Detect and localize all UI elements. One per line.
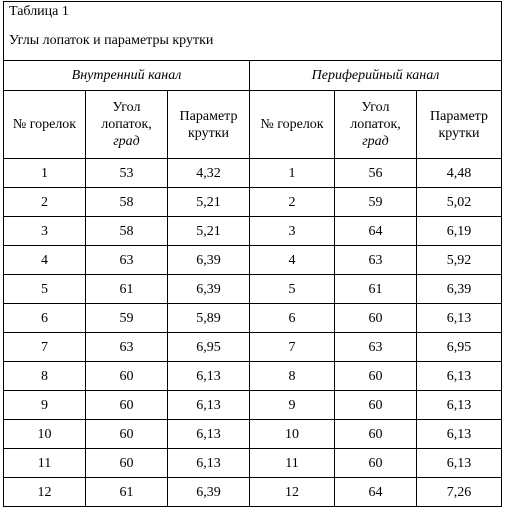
cell-burner-inner: 1 [4,159,86,188]
cell-angle-outer: 60 [335,362,417,391]
cell-twist-inner: 6,13 [168,449,250,478]
column-header-row [4,91,502,159]
cell-angle-outer: 60 [335,449,417,478]
header-twist-outer [417,91,502,159]
cell-burner-outer: 12 [250,478,335,507]
cell-burner-outer: 10 [250,420,335,449]
table-number: Таблица 1 [9,4,69,19]
cell-burner-inner: 12 [4,478,86,507]
table-row [4,333,502,362]
cell-burner-outer: 4 [250,246,335,275]
cell-burner-inner: 8 [4,362,86,391]
cell-burner-outer: 5 [250,275,335,304]
cell-twist-inner: 6,39 [168,275,250,304]
cell-angle-inner: 60 [86,449,168,478]
group-header-row [4,61,502,91]
header-twist-inner [168,91,250,159]
cell-twist-inner: 4,32 [168,159,250,188]
cell-twist-outer: 6,13 [417,304,502,333]
cell-burner-outer: 8 [250,362,335,391]
cell-angle-inner: 58 [86,188,168,217]
cell-angle-inner: 60 [86,391,168,420]
cell-twist-inner: 5,21 [168,217,250,246]
table-row [4,304,502,333]
table-body [4,2,502,507]
header-angle-outer [335,91,417,159]
header-twist-line2: крутки [438,125,480,141]
cell-angle-inner: 58 [86,217,168,246]
cell-burner-inner: 6 [4,304,86,333]
cell-twist-outer: 5,92 [417,246,502,275]
cell-twist-inner: 6,39 [168,478,250,507]
header-angle-inner [86,91,168,159]
table-title: Углы лопаток и параметры крутки [9,33,214,48]
table-row [4,188,502,217]
cell-angle-inner: 59 [86,304,168,333]
table-row [4,478,502,507]
cell-twist-outer: 6,19 [417,217,502,246]
cell-twist-outer: 6,13 [417,420,502,449]
cell-twist-inner: 6,13 [168,362,250,391]
cell-twist-outer: 6,39 [417,275,502,304]
table-row [4,449,502,478]
cell-twist-outer: 5,02 [417,188,502,217]
cell-burner-inner: 9 [4,391,86,420]
cell-burner-outer: 6 [250,304,335,333]
header-twist-line1: Параметр [430,108,488,124]
cell-twist-outer: 6,13 [417,362,502,391]
cell-angle-outer: 61 [335,275,417,304]
cell-angle-inner: 63 [86,246,168,275]
table-row [4,391,502,420]
cell-angle-inner: 60 [86,420,168,449]
cell-angle-outer: 63 [335,246,417,275]
blade-angle-table [3,1,502,507]
cell-burner-outer: 9 [250,391,335,420]
header-angle-line3: град [113,134,140,149]
cell-burner-outer: 2 [250,188,335,217]
cell-burner-inner: 4 [4,246,86,275]
cell-burner-inner: 11 [4,449,86,478]
header-twist-line1: Параметр [179,108,238,124]
cell-burner-outer: 3 [250,217,335,246]
cell-burner-inner: 10 [4,420,86,449]
cell-burner-inner: 5 [4,275,86,304]
cell-burner-outer: 1 [250,159,335,188]
cell-angle-outer: 60 [335,420,417,449]
table-row [4,275,502,304]
cell-angle-inner: 61 [86,275,168,304]
group-inner-channel: Внутренний канал [4,61,250,91]
cell-angle-outer: 60 [335,304,417,333]
table-caption [4,2,502,61]
group-outer-channel: Периферийный канал [250,61,502,91]
cell-burner-inner: 7 [4,333,86,362]
cell-burner-inner: 2 [4,188,86,217]
cell-angle-inner: 63 [86,333,168,362]
header-angle-line1: Угол [112,100,141,115]
header-burner-inner: № горелок [4,91,86,159]
header-angle-line2: лопаток, [350,117,401,132]
cell-angle-outer: 64 [335,217,417,246]
cell-burner-outer: 11 [250,449,335,478]
cell-angle-outer: 63 [335,333,417,362]
table-row [4,420,502,449]
cell-angle-outer: 56 [335,159,417,188]
cell-twist-inner: 6,95 [168,333,250,362]
table-row [4,246,502,275]
cell-burner-inner: 3 [4,217,86,246]
cell-twist-inner: 5,21 [168,188,250,217]
cell-twist-inner: 5,89 [168,304,250,333]
cell-twist-outer: 7,26 [417,478,502,507]
header-angle-line3: град [362,134,389,149]
cell-angle-inner: 53 [86,159,168,188]
cell-burner-outer: 7 [250,333,335,362]
cell-twist-outer: 6,95 [417,333,502,362]
cell-angle-outer: 59 [335,188,417,217]
cell-twist-inner: 6,13 [168,420,250,449]
header-burner-outer: № горелок [250,91,335,159]
cell-angle-inner: 60 [86,362,168,391]
cell-twist-inner: 6,39 [168,246,250,275]
cell-twist-inner: 6,13 [168,391,250,420]
cell-twist-outer: 6,13 [417,391,502,420]
cell-twist-outer: 6,13 [417,449,502,478]
header-angle-line2: лопаток, [101,117,152,132]
cell-angle-inner: 61 [86,478,168,507]
table-row [4,362,502,391]
header-angle-line1: Угол [361,100,390,115]
cell-angle-outer: 60 [335,391,417,420]
caption-row [4,2,502,61]
table-row [4,159,502,188]
table-row [4,217,502,246]
cell-twist-outer: 4,48 [417,159,502,188]
cell-angle-outer: 64 [335,478,417,507]
header-twist-line2: крутки [187,125,230,141]
